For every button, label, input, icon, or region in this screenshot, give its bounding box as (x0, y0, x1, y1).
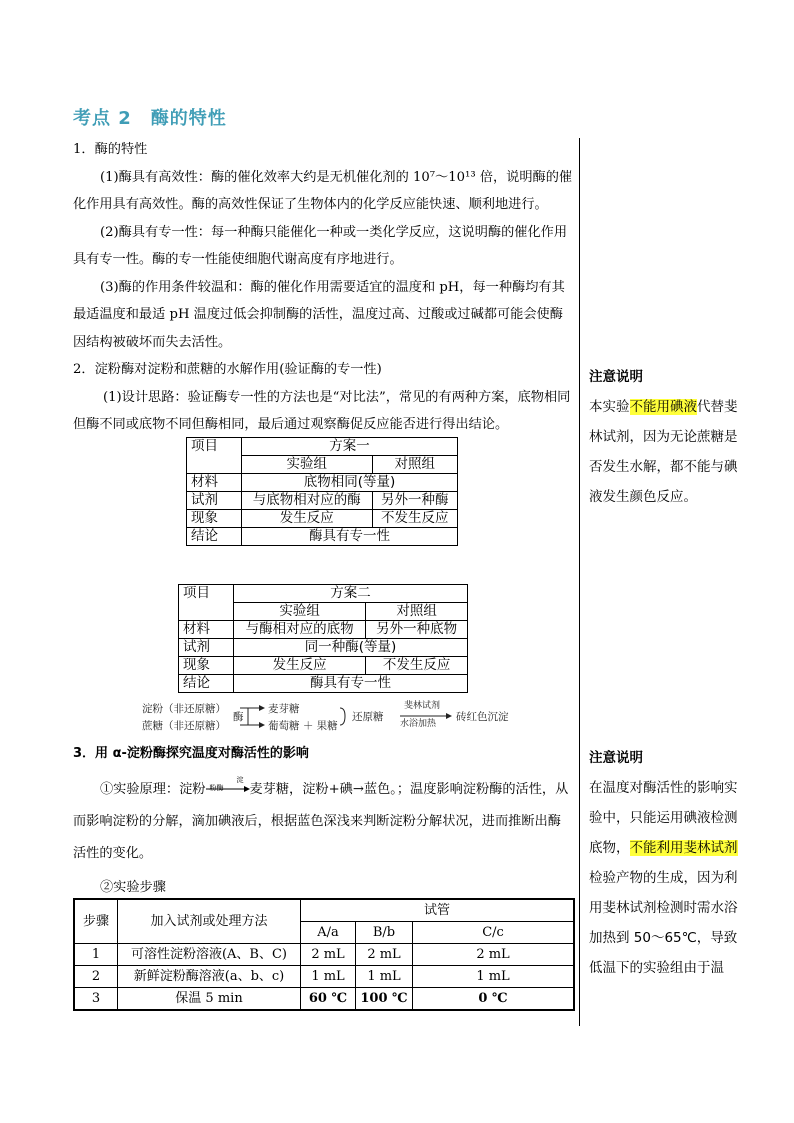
table-row (74, 988, 574, 1011)
row-label: 材料 (179, 621, 234, 639)
note-text: 本实验 (589, 399, 630, 415)
row-label: 结论 (187, 528, 242, 546)
note-text: 检验产物的生成，因为利用斐林试剂检测时需水浴加热到 50～65℃，导致低温下的实验组由于温 (589, 870, 738, 976)
row-label: 现象 (179, 657, 234, 675)
table-header: A/a (301, 922, 356, 944)
table-cell: 1 mL (356, 966, 413, 988)
note-title: 注意说明 (589, 750, 643, 766)
table-header: B/b (356, 922, 413, 944)
table-cell: 1 mL (301, 966, 356, 988)
table-cell: 底物相同(等量) (242, 474, 458, 492)
fehling-label: 斐林试剂 (404, 701, 441, 711)
s3-title: 3．用 α-淀粉酶探究温度对酶活性的影响 (73, 746, 309, 761)
table-cell: 不发生反应 (366, 657, 468, 675)
table-cell: 同一种酶(等量) (234, 639, 468, 657)
main-text-top (73, 136, 573, 439)
row-label: 试剂 (179, 639, 234, 657)
note-body (589, 392, 739, 512)
table-header: 对照组 (372, 456, 457, 474)
note-highlight: 不能用碘液 (629, 399, 697, 415)
table-cell: 60 ℃ (301, 988, 356, 1011)
precipitate-label: 砖红色沉淀 (456, 711, 509, 723)
arrow-label: 淀粉酶 (209, 776, 244, 792)
table-cell: 酶具有专一性 (242, 528, 458, 546)
enzyme-label: 酶 (233, 711, 244, 723)
s1-p2: (2)酶具有专一性：每一种酶只能催化一种或一类化学反应，这说明酶的催化作用具有专一性。酶的专一性能使细胞代谢高度有序地进行。 (73, 224, 568, 267)
starch-label: 淀粉（非还原糖） (142, 703, 226, 715)
glucose-fructose-label: 葡萄糖 ＋ 果糖 (268, 720, 338, 732)
table-header: 项目 (187, 438, 242, 474)
table-header: 步骤 (74, 899, 118, 944)
table-row (74, 944, 574, 966)
note-body (589, 773, 739, 983)
side-note-1 (589, 362, 739, 512)
table-cell: 2 mL (301, 944, 356, 966)
table-cell: 3 (74, 988, 118, 1011)
table-cell: 与底物相对应的酶 (242, 492, 373, 510)
table-header: 对照组 (366, 603, 468, 621)
table-header: C/c (413, 922, 575, 944)
table-cell: 另外一种底物 (366, 621, 468, 639)
reducing-sugar-label: 还原糖 (352, 711, 384, 723)
reaction-scheme (142, 695, 512, 740)
table-cell: 2 mL (356, 944, 413, 966)
section-heading: 考点 2 酶的特性 (73, 108, 227, 129)
table-cell: 与酶相对应的底物 (234, 621, 366, 639)
s2-p1: (1)设计思路：验证酶专一性的方法也是“对比法”，常见的有两种方案，底物相同但酶不同或底物不同但酶相同，最后通过观察酶促反应能否进行得出结论。 (73, 389, 571, 432)
table-cell: 可溶性淀粉溶液(A、B、C) (118, 944, 301, 966)
table-cell: 发生反应 (234, 657, 366, 675)
table-cell: 2 mL (413, 944, 575, 966)
table-cell: 1 (74, 944, 118, 966)
note-text: 在温度对酶活性的影响实验中，只能运用碘液检测底物， (589, 780, 738, 856)
s1-p3: (3)酶的作用条件较温和：酶的催化作用需要适宜的温度和 pH，每一种酶均有其最适温度和最适 pH 温度过低会抑制酶的活性，温度过高、过酸或过碱都可能会使酶因结构被破坏而失去活性。 (73, 279, 565, 350)
table-cell: 2 (74, 966, 118, 988)
column-divider (579, 138, 580, 1026)
row-label: 材料 (187, 474, 242, 492)
table-header: 项目 (179, 585, 234, 621)
plan2-table (178, 584, 468, 693)
enzyme-arrow (206, 776, 250, 796)
principle-a: ①实验原理：淀粉 (100, 781, 206, 797)
plan1-table (186, 437, 458, 546)
table-cell: 酶具有专一性 (234, 675, 468, 693)
s1-p1: (1)酶具有高效性：酶的催化效率大约是无机催化剂的 10⁷～10¹³ 倍，说明酶的催化作用具有高效性。酶的高效性保证了生物体内的化学反应能快速、顺利地进行。 (73, 169, 573, 212)
table-cell: 0 ℃ (413, 988, 575, 1011)
row-label: 现象 (187, 510, 242, 528)
table-cell: 另外一种酶 (372, 492, 457, 510)
row-label: 试剂 (187, 492, 242, 510)
note-highlight: 不能利用斐林试剂 (629, 840, 738, 856)
table-header: 方案二 (234, 585, 468, 603)
table-header: 试管 (301, 899, 575, 922)
table-cell: 新鲜淀粉酶溶液(a、b、c) (118, 966, 301, 988)
table-header: 实验组 (234, 603, 366, 621)
table-row (74, 966, 574, 988)
maltose-label: 麦芽糖 (268, 703, 300, 715)
table-header: 加入试剂或处理方法 (118, 899, 301, 944)
table-cell: 1 mL (413, 966, 575, 988)
s3-steps: ②实验步骤 (100, 879, 166, 895)
table-header: 方案一 (242, 438, 458, 456)
table-header: 实验组 (242, 456, 373, 474)
table-cell: 不发生反应 (372, 510, 457, 528)
s2-title: 2．淀粉酶对淀粉和蔗糖的水解作用(验证酶的专一性) (73, 362, 382, 377)
table-cell: 100 ℃ (356, 988, 413, 1011)
principle-b: 麦芽糖，淀粉+碘→蓝色。；温度影响淀粉酶的活性，从而影响淀粉的分解，滴加碘液后，根据蓝色深浅来判断淀粉分解状况，进而推断出酶活性的变化。 (73, 781, 569, 861)
table-cell: 保温 5 min (118, 988, 301, 1011)
side-note-2 (589, 743, 739, 983)
steps-table (73, 898, 575, 1011)
s1-title: 1．酶的特性 (73, 142, 148, 157)
note-title: 注意说明 (589, 369, 643, 385)
row-label: 结论 (179, 675, 234, 693)
note-text: 代替斐林试剂，因为无论蔗糖是否发生水解，都不能与碘液发生颜色反应。 (589, 399, 738, 505)
main-text-s3 (73, 740, 573, 901)
sucrose-label: 蔗糖（非还原糖） (142, 720, 226, 732)
table-cell: 发生反应 (242, 510, 373, 528)
s3-principle (73, 774, 573, 870)
water-bath-label: 水浴加热 (400, 719, 437, 729)
arrow-icon (206, 782, 250, 796)
